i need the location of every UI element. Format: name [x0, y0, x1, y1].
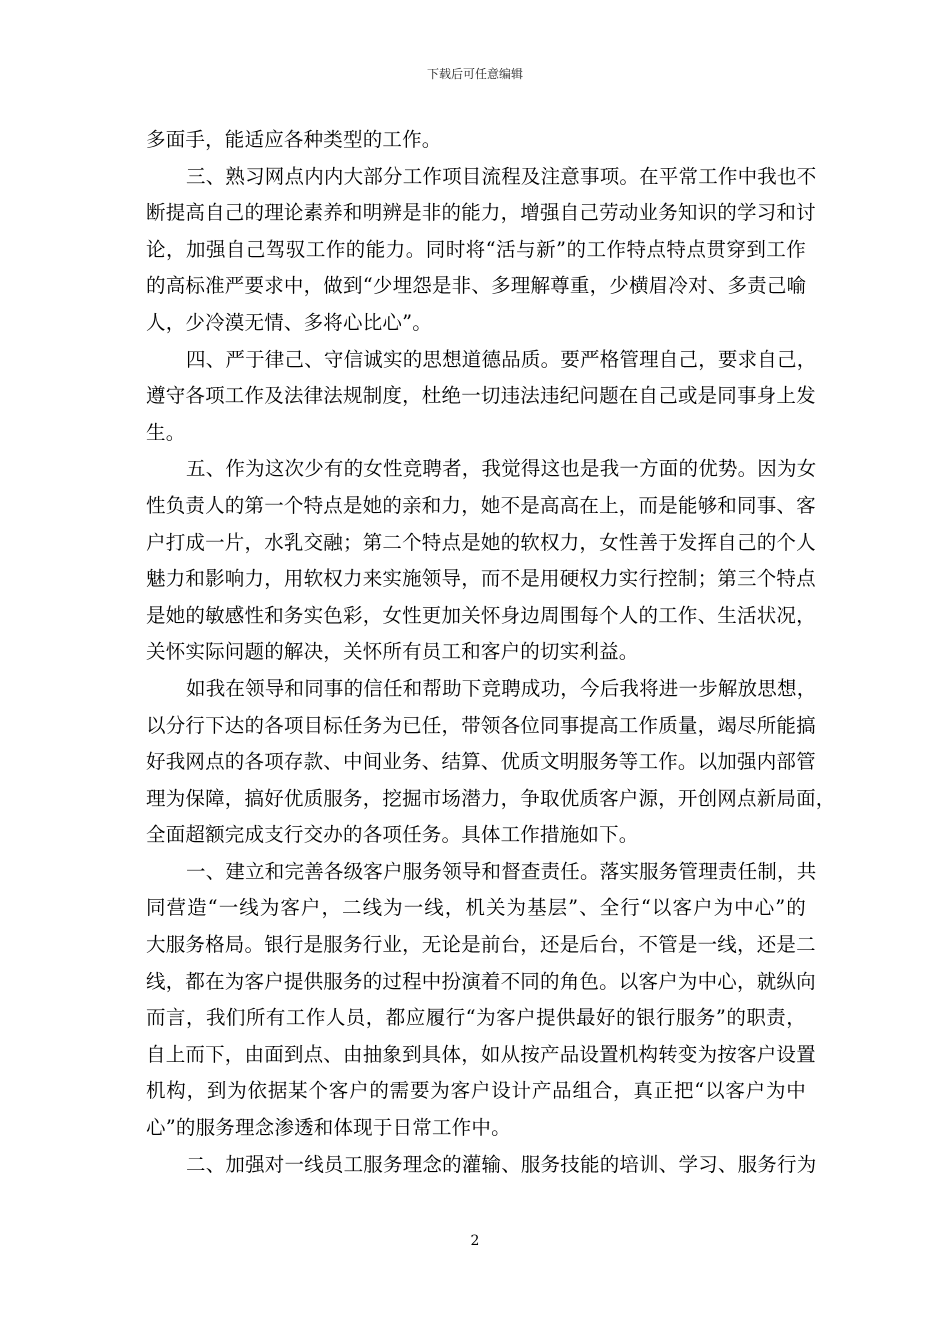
text-line: 断提高自己的理论素养和明辨是非的能力，增强自己劳动业务知识的学习和讨	[146, 201, 816, 225]
text-line: 的高标准严要求中，做到“少埋怨是非、多理解尊重，少横眉冷对、多责己喻	[146, 274, 807, 298]
page-number: 2	[470, 1233, 480, 1249]
text-line: 论，加强自己驾驭工作的能力。同时将“活与新”的工作特点特点贯穿到工作	[146, 237, 806, 261]
text-line: 自上而下，由面到点、由抽象到具体，如从按产品设置机构转变为按客户设置	[146, 1042, 816, 1066]
text-line: 性负责人的第一个特点是她的亲和力，她不是高高在上，而是能够和同事、客	[146, 493, 816, 517]
text-line: 关怀实际问题的解决，关怀所有员工和客户的切实利益。	[146, 640, 639, 664]
text-line: 多面手，能适应各种类型的工作。	[146, 128, 442, 151]
text-line: 五、作为这次少有的女性竞聘者，我觉得这也是我一方面的优势。因为女	[186, 457, 817, 481]
text-line: 生。	[146, 420, 186, 444]
text-line: 如我在领导和同事的信任和帮助下竞聘成功，今后我将进一步解放思想，	[186, 676, 817, 700]
text-line: 遵守各项工作及法律法规制度，杜绝一切违法违纪问题在自己或是同事身上发	[146, 384, 816, 408]
text-line: 魅力和影响力，用软权力来实施领导，而不是用硬权力实行控制；第三个特点	[146, 567, 816, 591]
text-line: 大服务格局。银行是服务行业，无论是前台，还是后台，不管是一线，还是二	[146, 933, 816, 957]
text-line: 心”的服务理念渗透和体现于日常工作中。	[146, 1116, 511, 1140]
text-line: 四、严于律己、守信诚实的思想道德品质。要严格管理自己，要求自己，	[186, 347, 817, 371]
text-line: 以分行下达的各项目标任务为已任，带领各位同事提高工作质量，竭尽所能搞	[146, 713, 816, 737]
text-line: 同营造“一线为客户，二线为一线，机关为基层”、全行“以客户为中心”的	[146, 896, 806, 920]
document-body	[146, 122, 836, 1183]
text-line: 户打成一片，水乳交融；第二个特点是她的软权力，女性善于发挥自己的个人	[146, 530, 816, 554]
text-line: 而言，我们所有工作人员，都应履行“为客户提供最好的银行服务”的职责，	[146, 1006, 806, 1030]
text-line: 人，少冷漠无情、多将心比心”。	[146, 310, 432, 334]
page-header: 下载后可任意编辑	[426, 67, 523, 81]
text-line: 一、建立和完善各级客户服务领导和督查责任。落实服务管理责任制，共	[186, 859, 817, 883]
text-line: 二、加强对一线员工服务理念的灌输、服务技能的培训、学习、服务行为	[186, 1152, 817, 1176]
text-line: 是她的敏感性和务实色彩，女性更加关怀身边周围每个人的工作、生活状况，	[146, 603, 816, 627]
text-line: 理为保障，搞好优质服务，挖掘市场潜力，争取优质客户源，开创网点新局面，	[146, 786, 836, 810]
text-line: 三、熟习网点内内大部分工作项目流程及注意事项。在平常工作中我也不	[186, 164, 817, 188]
text-line: 全面超额完成支行交办的各项任务。具体工作措施如下。	[146, 823, 639, 847]
text-line: 线，都在为客户提供服务的过程中扮演着不同的角色。以客户为中心，就纵向	[146, 969, 816, 993]
text-line: 机构，到为依据某个客户的需要为客户设计产品组合，真正把“以客户为中	[146, 1079, 806, 1103]
text-line: 好我网点的各项存款、中间业务、结算、优质文明服务等工作。以加强内部管	[146, 750, 816, 774]
